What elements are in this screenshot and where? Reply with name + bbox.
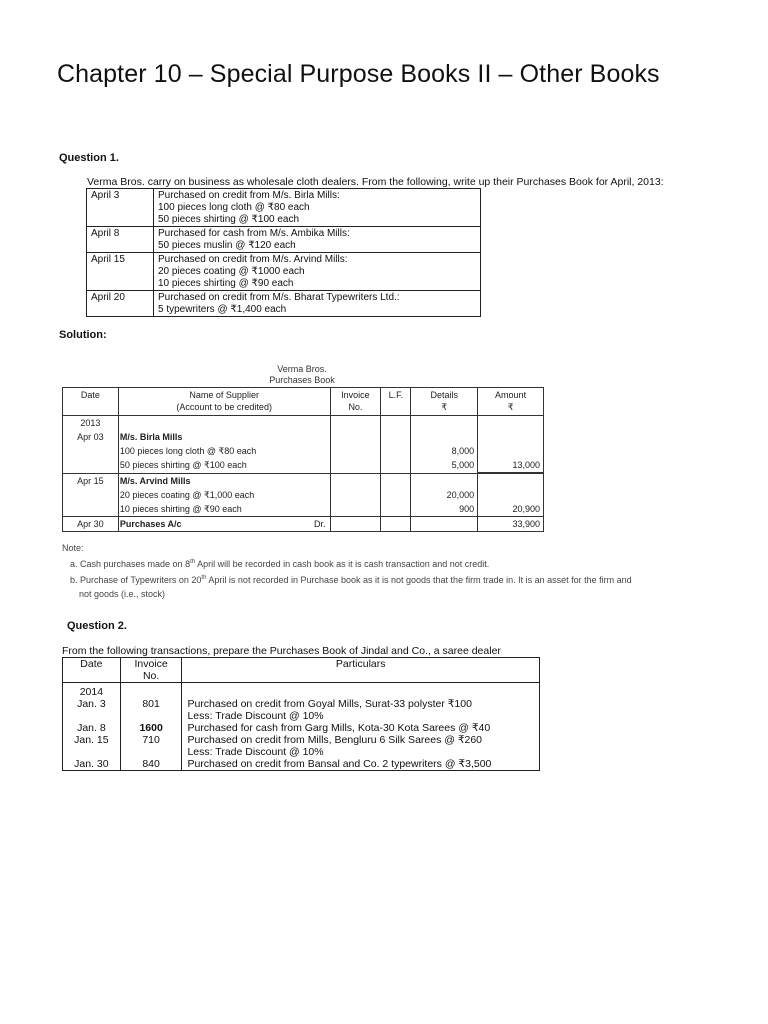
col-date-header: Date	[63, 658, 121, 683]
year: 2014	[79, 686, 104, 698]
note-a-text: April will be recorded in cash book as it is cash transaction and not credit.	[195, 559, 490, 569]
line: 100 pieces long cloth @ ₹80 each	[158, 202, 310, 213]
particular-line: Less: Trade Discount @ 10%	[187, 710, 324, 722]
supplier-label: Name of Supplier	[189, 390, 259, 400]
col-particulars-header: Particulars	[182, 658, 540, 683]
question-1-heading: Question 1.	[59, 152, 119, 164]
entry-block	[63, 474, 544, 517]
particular-line: Purchased on credit from Bansal and Co. 2 typewriters @ ₹3,500	[187, 758, 492, 770]
line: Purchased for cash from M/s. Ambika Mills:	[158, 228, 350, 239]
question-2-intro: From the following transactions, prepare the Purchases Book of Jindal and Co., a saree dealer	[62, 645, 501, 657]
entry-date: Jan. 8	[77, 722, 106, 734]
invoice-cell	[330, 517, 381, 532]
invoice-no: 1600	[139, 722, 163, 734]
col-lf-header: L.F.	[381, 388, 411, 416]
total-amount: 33,900	[478, 517, 544, 532]
details-value: 900	[459, 504, 475, 514]
note-b-text: b. Purchase of Typewriters on 20	[70, 575, 202, 585]
amount-value: 20,900	[512, 504, 540, 514]
particular-line: Purchased on credit from Goyal Mills, Surat-33 polyster ₹100	[187, 698, 472, 710]
invoice-sublabel: No.	[142, 670, 160, 682]
details-value: 8,000	[451, 446, 475, 456]
entry-date: Jan. 3	[77, 698, 106, 710]
entry-block	[63, 416, 544, 474]
superscript: th	[201, 575, 207, 581]
superscript: th	[190, 559, 196, 565]
rupee-symbol: ₹	[507, 402, 514, 412]
question-1-table	[86, 188, 481, 317]
lf-cell	[381, 474, 411, 517]
total-date: Apr 30	[63, 517, 119, 532]
particular-line: Less: Trade Discount @ 10%	[187, 746, 324, 758]
lf-cell	[381, 517, 411, 532]
col-date-header: Date	[63, 388, 119, 416]
solution-heading: Solution:	[59, 329, 107, 341]
date-cell: April 15	[87, 253, 154, 291]
lf-cell	[381, 416, 411, 474]
total-account-cell	[118, 517, 330, 532]
entry-date: Jan. 30	[74, 758, 109, 770]
supplier-cell	[118, 416, 330, 474]
invoice-cell	[330, 474, 381, 517]
particulars-cell	[182, 683, 540, 771]
invoice-cell	[120, 683, 182, 771]
details-value: 5,000	[451, 460, 475, 470]
details-label: Details	[430, 390, 458, 400]
book-name: Verma Bros.	[277, 364, 327, 374]
col-details-header	[411, 388, 478, 416]
header-row	[63, 388, 544, 416]
line: Purchased on credit from M/s. Birla Mills:	[158, 190, 340, 201]
entry-date: Apr 15	[77, 476, 104, 486]
body-row	[63, 683, 540, 771]
date-cell	[63, 474, 119, 517]
particular-line: Purchased for cash from Garg Mills, Kota-30 Kota Sarees @ ₹40	[187, 722, 491, 734]
item-line: 100 pieces long cloth @ ₹80 each	[119, 446, 257, 456]
rupee-symbol: ₹	[441, 402, 448, 412]
particulars-cell	[154, 189, 481, 227]
date-cell	[63, 416, 119, 474]
note-b-line2: not goods (i.e., stock)	[79, 589, 166, 599]
entry-date: Apr 03	[77, 432, 104, 442]
line: Purchased on credit from M/s. Bharat Typewriters Ltd.:	[158, 292, 400, 303]
note-b	[70, 575, 632, 585]
table-row	[87, 291, 481, 317]
purchases-book-table	[62, 387, 544, 532]
table-row	[87, 189, 481, 227]
page-title: Chapter 10 – Special Purpose Books II – Other Books	[57, 60, 660, 88]
table-row	[87, 227, 481, 253]
invoice-sublabel: No.	[348, 402, 363, 412]
particulars-cell	[154, 291, 481, 317]
item-line: 20 pieces coating @ ₹1,000 each	[119, 490, 255, 500]
note-a-text: a. Cash purchases made on 8	[70, 559, 191, 569]
invoice-cell	[330, 416, 381, 474]
particulars-cell	[154, 227, 481, 253]
total-row	[63, 517, 544, 532]
invoice-no: 801	[142, 698, 160, 710]
book-heading	[262, 364, 342, 386]
amount-value: 13,000	[478, 458, 543, 473]
line: 50 pieces muslin @ ₹120 each	[158, 240, 296, 251]
col-invoice-header	[120, 658, 182, 683]
supplier-sublabel: (Account to be credited)	[176, 402, 272, 412]
amount-label: Amount	[495, 390, 527, 400]
details-cell	[411, 416, 478, 474]
debit-marker: Dr.	[313, 519, 326, 529]
note-b-text: April is not recorded in Purchase book as it is not goods that the firm trade in. It is an asset for the firm and	[206, 575, 632, 585]
line: 10 pieces shirting @ ₹90 each	[158, 278, 294, 289]
supplier-name: M/s. Birla Mills	[119, 432, 183, 442]
invoice-label: Invoice	[134, 658, 168, 670]
invoice-label: Invoice	[341, 390, 370, 400]
particular-line: Purchased on credit from Mills, Bengluru 6 Silk Sarees @ ₹260	[187, 734, 483, 746]
note-a	[70, 559, 489, 569]
table-row	[87, 253, 481, 291]
item-line: 50 pieces shirting @ ₹100 each	[119, 460, 247, 470]
amount-cell	[478, 474, 544, 517]
item-line: 10 pieces shirting @ ₹90 each	[119, 504, 242, 514]
supplier-cell	[118, 474, 330, 517]
amount-cell	[478, 416, 544, 474]
note-label: Note:	[62, 543, 84, 553]
date-cell: April 20	[87, 291, 154, 317]
total-account: Purchases A/c	[119, 519, 182, 529]
line: 20 pieces coating @ ₹1000 each	[158, 266, 305, 277]
col-invoice-header	[330, 388, 381, 416]
invoice-no: 840	[142, 758, 160, 770]
entry-date: Jan. 15	[74, 734, 109, 746]
question-1-intro: Verma Bros. carry on business as wholesale cloth dealers. From the following, write up their Purchases Book for April, 2013:	[87, 176, 664, 188]
line: Purchased on credit from M/s. Arvind Mills:	[158, 254, 348, 265]
col-amount-header	[478, 388, 544, 416]
col-supplier-header	[118, 388, 330, 416]
date-cell	[63, 683, 121, 771]
year: 2013	[80, 418, 101, 428]
invoice-no: 710	[142, 734, 160, 746]
question-2-table	[62, 657, 540, 771]
details-value: 20,000	[446, 490, 475, 500]
line: 50 pieces shirting @ ₹100 each	[158, 214, 300, 225]
particulars-cell	[154, 253, 481, 291]
book-title: Purchases Book	[269, 375, 335, 385]
details-cell	[411, 474, 478, 517]
date-cell: April 8	[87, 227, 154, 253]
question-2-heading: Question 2.	[67, 620, 127, 632]
details-cell	[411, 517, 478, 532]
line: 5 typewriters @ ₹1,400 each	[158, 304, 287, 315]
date-cell: April 3	[87, 189, 154, 227]
header-row	[63, 658, 540, 683]
supplier-name: M/s. Arvind Mills	[119, 476, 191, 486]
